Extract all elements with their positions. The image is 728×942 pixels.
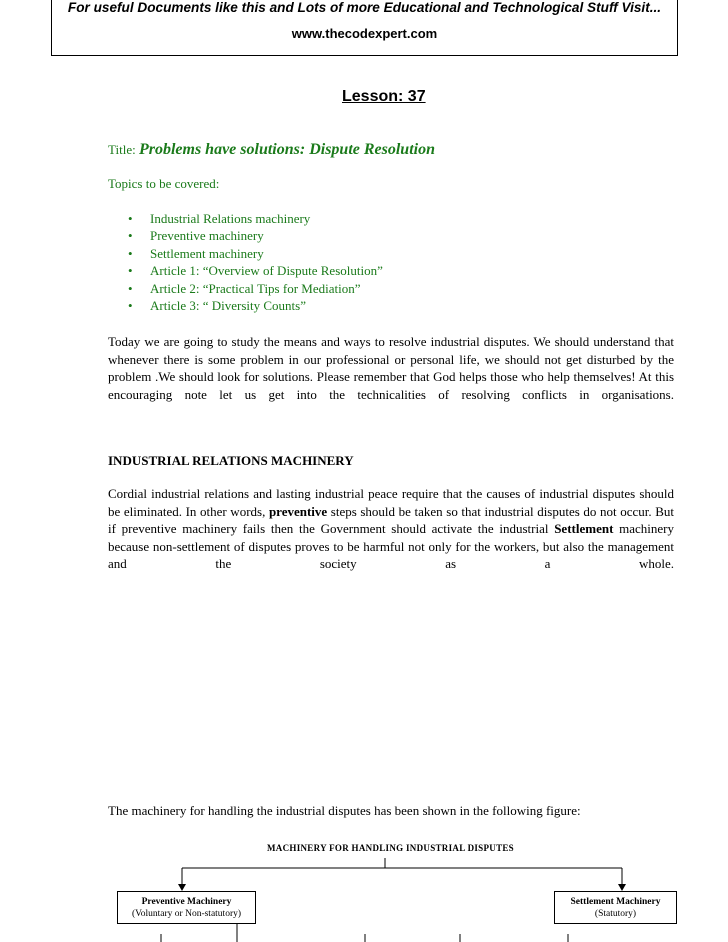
title-value: Problems have solutions: Dispute Resolution	[138, 141, 435, 158]
banner-promo-text: For useful Documents like this and Lots of more Educational and Technological Stuff Visit...	[67, 0, 662, 15]
bullet-icon: •	[128, 211, 133, 226]
banner-website-link[interactable]: www.thecodexpert.com	[291, 26, 438, 41]
lesson-number: Lesson: 37	[342, 88, 426, 105]
topics-heading: Topics to be covered:	[108, 176, 220, 191]
bullet-icon: •	[128, 280, 133, 296]
bullet-icon: •	[128, 297, 133, 313]
section-text-2: steps should be taken so that industrial disputes do not occur. But if preventive machinery fails then the Government should activate the industrial	[108, 503, 674, 537]
topic-text: Article 3: “ Diversity Counts”	[150, 297, 306, 313]
title-label: Title:	[108, 142, 136, 157]
section-text-3: machinery because non-settlement of disputes proves to be harmful not only for the workers, but also the management and the society as a whole.	[108, 521, 674, 572]
box-title: Preventive Machinery	[141, 897, 232, 907]
diagram-title: MACHINERY FOR HANDLING INDUSTRIAL DISPUTES	[267, 843, 514, 853]
box-subtitle: (Voluntary or Non-statutory)	[131, 909, 242, 919]
bullet-icon: •	[128, 245, 133, 261]
topic-text: Article 1: “Overview of Dispute Resolution”	[150, 263, 383, 279]
figure-intro: The machinery for handling the industrial disputes has been shown in the following figure:	[108, 803, 581, 818]
section-text-1: Cordial industrial relations and lasting industrial peace require that the causes of industrial disputes should be eliminated. In other words,	[108, 486, 674, 519]
topic-text: Preventive machinery	[150, 228, 264, 244]
settlement-machinery-box	[554, 891, 677, 924]
section-bold-settlement: Settlement	[554, 521, 614, 537]
box-subtitle: (Statutory)	[594, 909, 637, 919]
section-heading: INDUSTRIAL RELATIONS MACHINERY	[108, 453, 354, 468]
intro-paragraph: Today we are going to study the means and ways to resolve industrial disputes. We should understand that whenever there is some problem in our professional or personal life, we should not get disturbed by the problem .We should look for solutions. Please remember that God helps those who help themselves! At this encouraging note let us get into the technicalities of resolving conflicts in organisations.	[108, 334, 674, 402]
topic-text: Industrial Relations machinery	[150, 211, 311, 226]
bullet-icon: •	[128, 263, 133, 279]
preventive-machinery-box	[117, 891, 256, 924]
topic-text: Settlement machinery	[150, 245, 264, 261]
section-bold-preventive: preventive	[268, 503, 328, 519]
box-title: Settlement Machinery	[570, 897, 661, 907]
topic-text: Article 2: “Practical Tips for Mediation”	[150, 280, 361, 296]
bullet-icon: •	[128, 228, 133, 244]
